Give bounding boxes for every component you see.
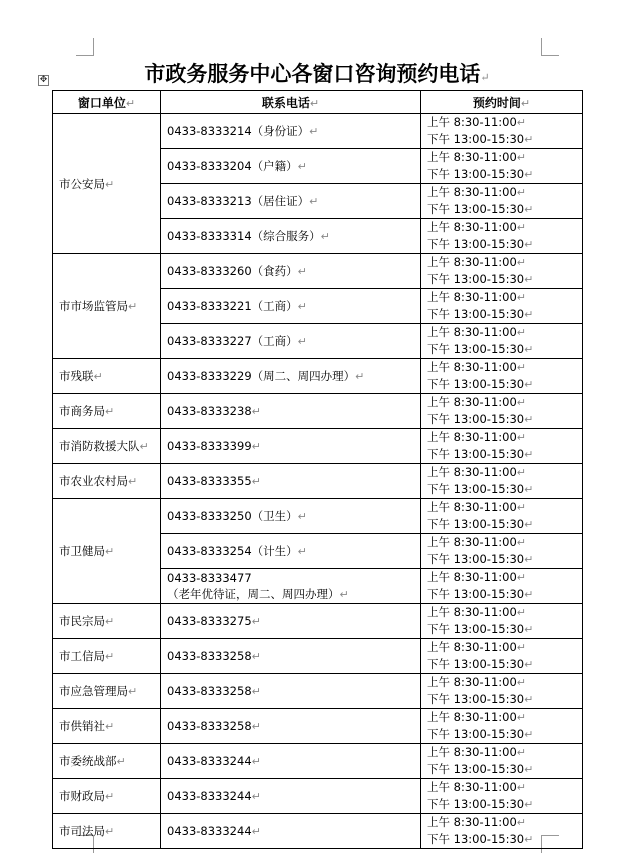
time-cell: 上午 8:30-11:00↵ 下午 13:00-15:30↵ [421,114,583,149]
time-cell: 上午 8:30-11:00↵ 下午 13:00-15:30↵ [421,639,583,674]
phone-cell: 0433-8333214（身份证）↵ [161,114,421,149]
phone-cell: 0433-8333244↵ [161,744,421,779]
phone-cell: 0433-8333238↵ [161,394,421,429]
unit-cell: 市财政局↵ [53,779,161,814]
time-cell: 上午 8:30-11:00↵ 下午 13:00-15:30↵ [421,254,583,289]
phone-cell: 0433-8333258↵ [161,639,421,674]
paragraph-mark: ↵ [480,71,490,84]
phone-cell: 0433-8333314（综合服务）↵ [161,219,421,254]
table-row [53,744,583,779]
time-cell: 上午 8:30-11:00↵ 下午 13:00-15:30↵ [421,744,583,779]
phone-cell: 0433-8333244↵ [161,779,421,814]
time-cell: 上午 8:30-11:00↵ 下午 13:00-15:30↵ [421,604,583,639]
time-cell: 上午 8:30-11:00↵ 下午 13:00-15:30↵ [421,289,583,324]
time-cell: 上午 8:30-11:00↵ 下午 13:00-15:30↵ [421,569,583,604]
unit-cell: 市消防救援大队↵ [53,429,161,464]
phone-cell: 0433-8333258↵ [161,674,421,709]
table-move-handle-icon[interactable]: ✥ [39,75,48,85]
phone-cell: 0433-8333204（户籍）↵ [161,149,421,184]
title-text: 市政务服务中心各窗口咨询预约电话 [144,61,481,86]
phone-cell: 0433-8333221（工商）↵ [161,289,421,324]
time-cell: 上午 8:30-11:00↵ 下午 13:00-15:30↵ [421,814,583,849]
unit-cell: 市委统战部↵ [53,744,161,779]
time-cell: 上午 8:30-11:00↵ 下午 13:00-15:30↵ [421,184,583,219]
time-cell: 上午 8:30-11:00↵ 下午 13:00-15:30↵ [421,429,583,464]
phone-cell: 0433-8333275↵ [161,604,421,639]
unit-cell: 市卫健局↵ [53,499,161,604]
time-cell: 上午 8:30-11:00↵ 下午 13:00-15:30↵ [421,324,583,359]
time-cell: 上午 8:30-11:00↵ 下午 13:00-15:30↵ [421,499,583,534]
header-phone: 联系电话↵ [161,91,421,114]
unit-cell: 市市场监管局↵ [53,254,161,359]
phone-cell: 0433-8333227（工商）↵ [161,324,421,359]
phone-cell: 0433-8333355↵ [161,464,421,499]
phone-cell: 0433-8333254（计生）↵ [161,534,421,569]
table-row [53,674,583,709]
unit-cell: 市工信局↵ [53,639,161,674]
table-row [53,114,583,149]
table-row [53,779,583,814]
time-cell: 上午 8:30-11:00↵ 下午 13:00-15:30↵ [421,359,583,394]
phone-cell: 0433-8333213（居住证）↵ [161,184,421,219]
phone-cell: 0433-8333244↵ [161,814,421,849]
time-cell: 上午 8:30-11:00↵ 下午 13:00-15:30↵ [421,534,583,569]
unit-cell: 市司法局↵ [53,814,161,849]
phone-cell: 0433-8333399↵ [161,429,421,464]
time-cell: 上午 8:30-11:00↵ 下午 13:00-15:30↵ [421,709,583,744]
table-row [53,429,583,464]
consultation-table [52,90,583,849]
unit-cell: 市商务局↵ [53,394,161,429]
table-body [53,114,583,849]
unit-cell: 市供销社↵ [53,709,161,744]
time-cell: 上午 8:30-11:00↵ 下午 13:00-15:30↵ [421,394,583,429]
time-cell: 上午 8:30-11:00↵ 下午 13:00-15:30↵ [421,779,583,814]
table-row [53,359,583,394]
document-title [52,58,582,90]
table-row [53,499,583,534]
unit-cell: 市民宗局↵ [53,604,161,639]
time-cell: 上午 8:30-11:00↵ 下午 13:00-15:30↵ [421,674,583,709]
unit-cell: 市农业农村局↵ [53,464,161,499]
phone-cell: 0433-8333250（卫生）↵ [161,499,421,534]
unit-cell: 市残联↵ [53,359,161,394]
time-cell: 上午 8:30-11:00↵ 下午 13:00-15:30↵ [421,149,583,184]
unit-cell: 市应急管理局↵ [53,674,161,709]
table-row [53,709,583,744]
time-cell: 上午 8:30-11:00↵ 下午 13:00-15:30↵ [421,219,583,254]
table-row [53,394,583,429]
phone-cell: 0433-8333258↵ [161,709,421,744]
table-row [53,464,583,499]
table-row [53,254,583,289]
table-row [53,639,583,674]
phone-cell: 0433-8333229（周二、周四办理）↵ [161,359,421,394]
unit-cell: 市公安局↵ [53,114,161,254]
table-row [53,604,583,639]
phone-cell: 0433-8333260（食药）↵ [161,254,421,289]
header-time: 预约时间↵ [421,91,583,114]
table-header-row [53,91,583,114]
time-cell: 上午 8:30-11:00↵ 下午 13:00-15:30↵ [421,464,583,499]
header-unit: 窗口单位↵ [53,91,161,114]
table-row [53,814,583,849]
phone-cell: 0433-8333477 （老年优待证，周二、周四办理）↵ [161,569,421,604]
